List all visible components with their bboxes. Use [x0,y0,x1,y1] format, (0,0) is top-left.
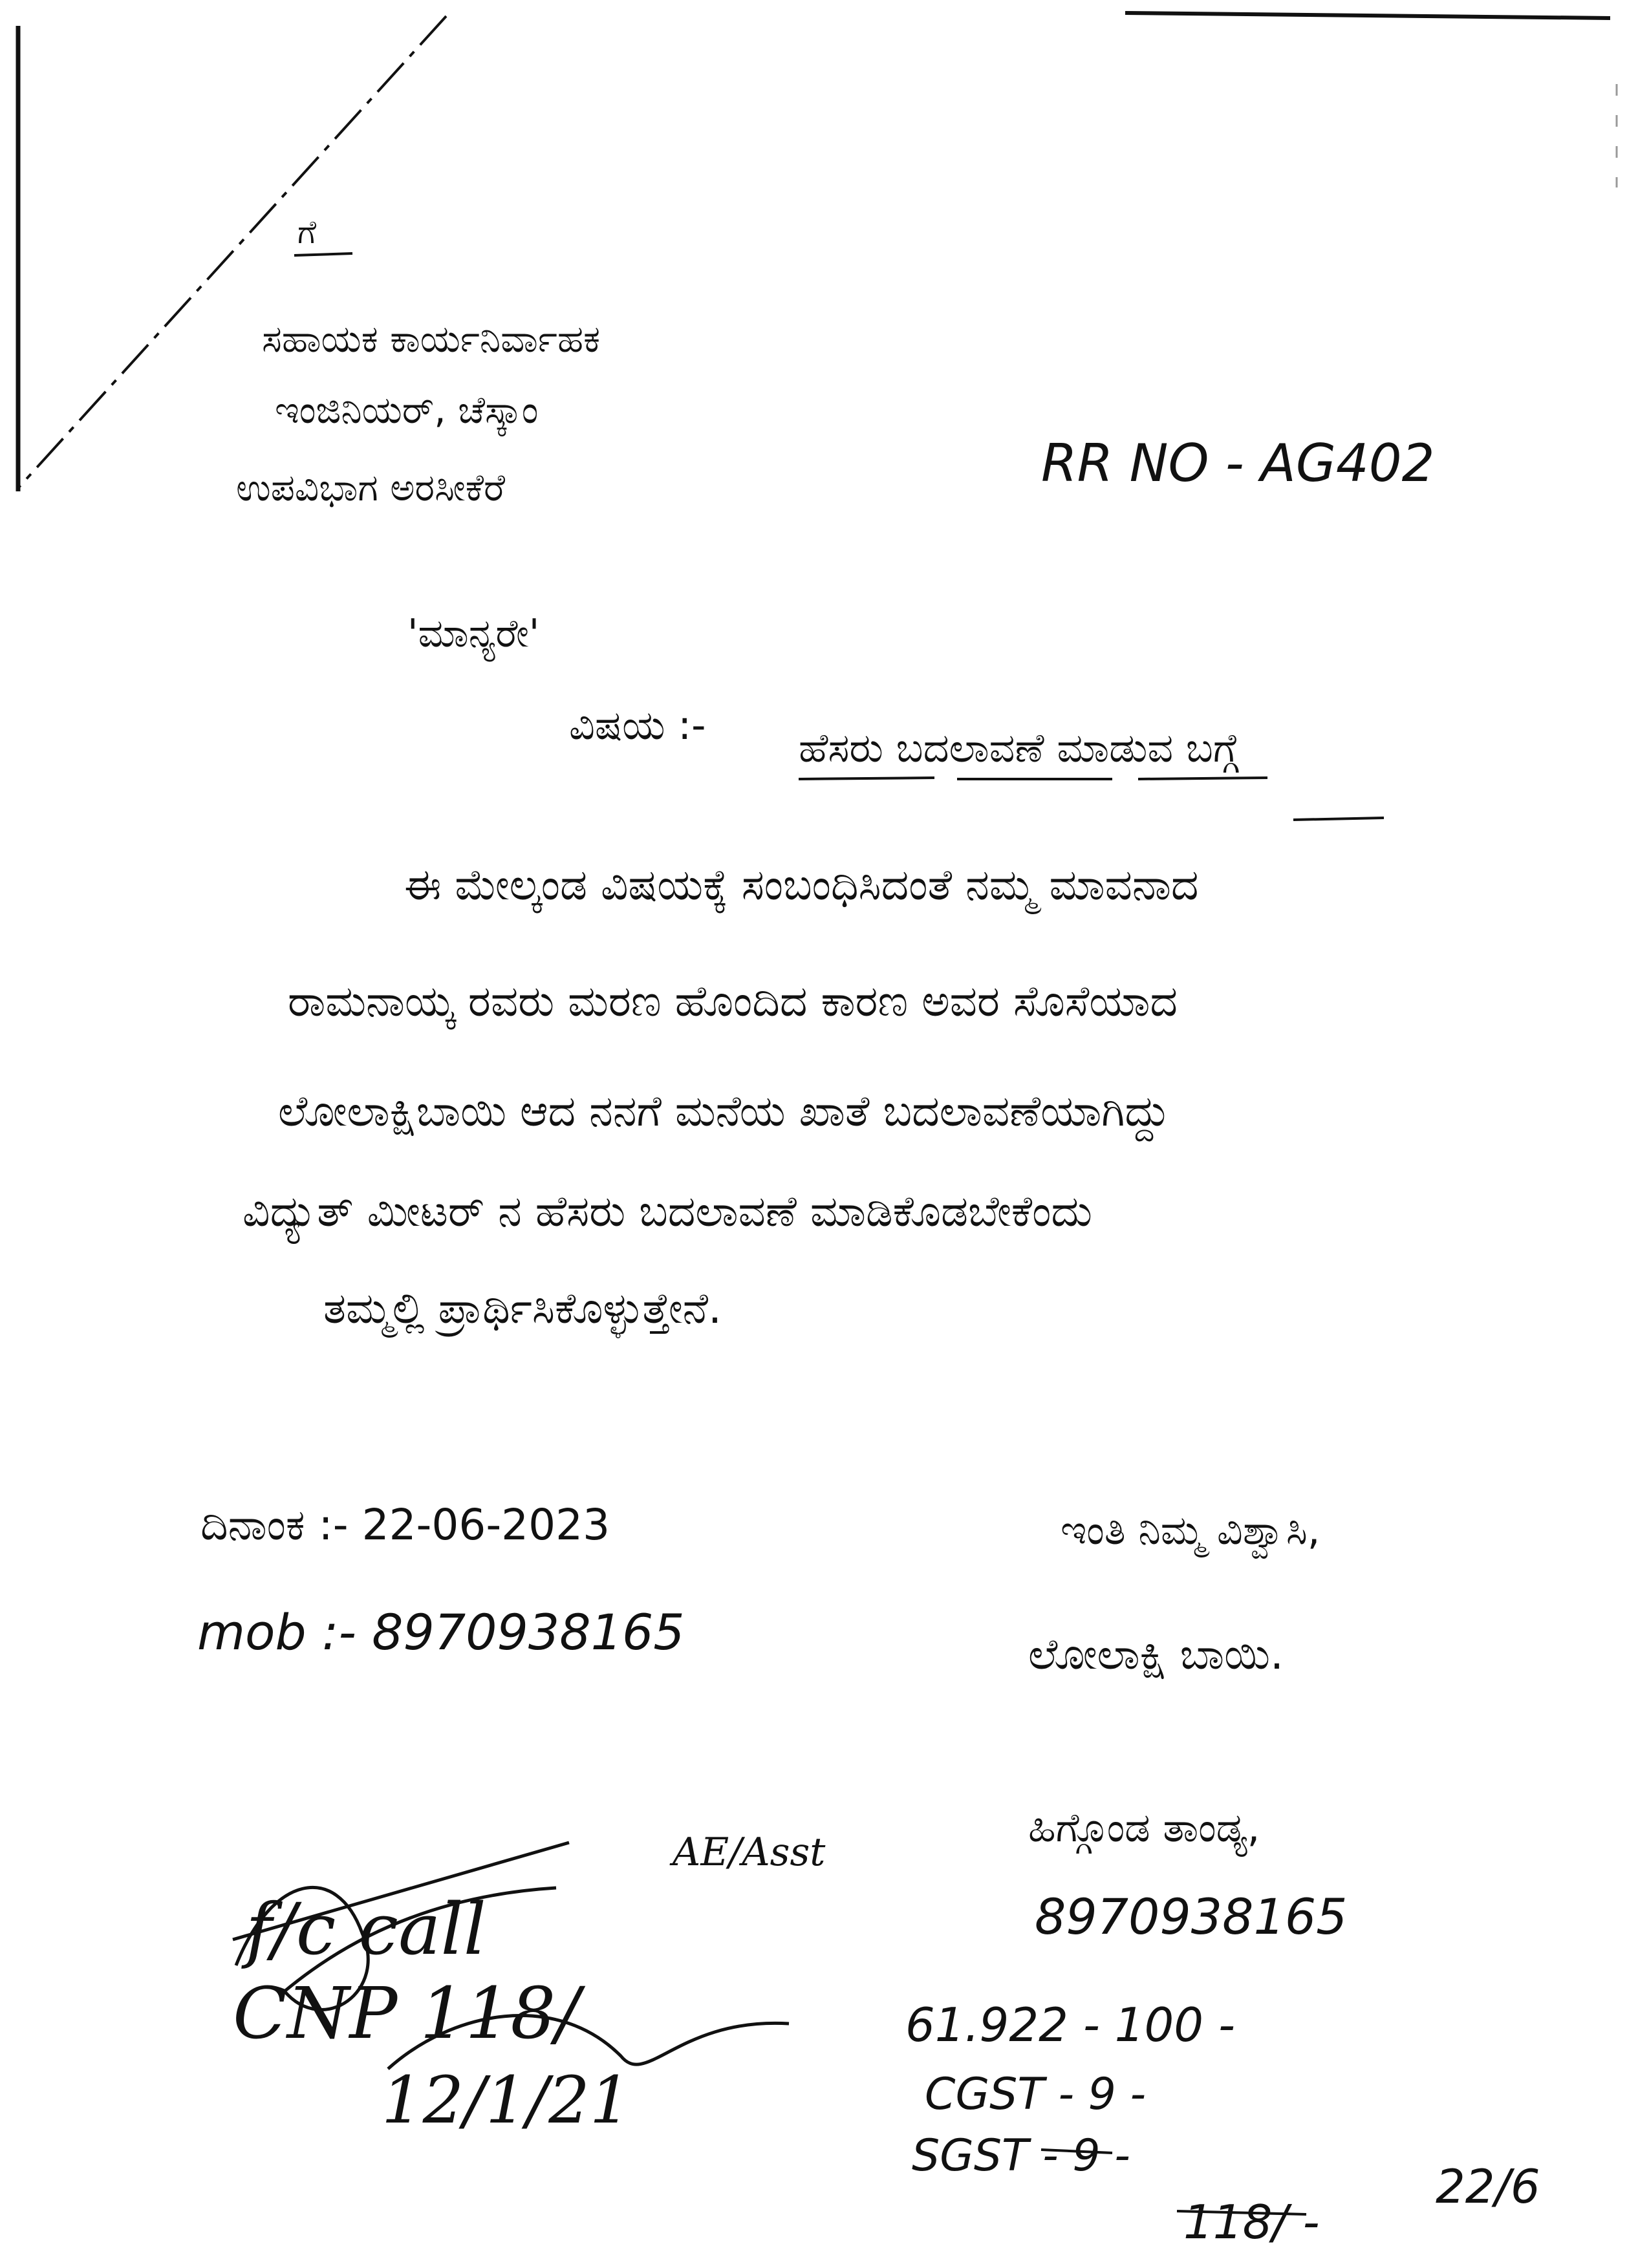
official-note-line-2: AE/Asst [673,1830,826,1875]
body-line-2: ರಾಮನಾಯ್ಕ ರವರು ಮರಣ ಹೊಂದಿದ ಕಾರಣ ಅವರ ಸೊಸೆಯಾದ [288,976,1178,1026]
subject-label: ವಿಷಯ :- [569,701,706,749]
mobile-line: mob :- 8970938165 [197,1603,685,1661]
fees-line-3: SGST - 9 - [912,2130,1130,2181]
fees-line-2: CGST - 9 - [925,2069,1147,2120]
sender-name: ಲೋಲಾಕ್ಷಿ ಬಾಯಿ. [1028,1629,1284,1679]
recipient-line-2: ಇಂಜಿನಿಯರ್, ಚೆಸ್ಕಾಂ [275,388,539,432]
subject-underline-4 [1293,818,1384,820]
subject-text: ಹೆಸರು ಬದಲಾವಣೆ ಮಾಡುವ ಬಗ್ಗೆ [799,724,1239,771]
body-line-5: ತಮ್ಮಲ್ಲಿ ಪ್ರಾರ್ಥಿಸಿಕೊಳ್ಳುತ್ತೇನೆ. [323,1283,722,1333]
fees-line-1: 61.922 - 100 - [905,1998,1235,2052]
subject-underline-3 [1138,778,1267,779]
fees-total: 118/ - [1183,2195,1320,2249]
body-line-4: ವಿದ್ಯುತ್ ಮೀಟರ್ ನ ಹೆಸರು ಬದಲಾವಣೆ ಮಾಡಿಕೊಡಬೇಕೆಂದು [242,1186,1092,1236]
rr-number: RR NO - AG402 [1041,433,1435,493]
official-note-line-1: f/c call [246,1888,486,1971]
recipient-line-3: ಉಪವಿಭಾಗ ಅರಸೀಕೆರೆ [236,465,506,509]
subject-underline-1 [799,778,934,779]
date-line: ದಿನಾಂಕ :- 22-06-2023 [200,1500,610,1550]
closing-line: ಇಂತಿ ನಿಮ್ಮ ವಿಶ್ವಾಸಿ, [1061,1506,1320,1554]
salutation-mark: ಗೆ [297,213,317,251]
greeting: 'ಮಾನ್ಯರೇ' [407,611,540,656]
top-right-border-line [1125,13,1610,18]
sender-phone: 8970938165 [1035,1888,1348,1945]
official-note-line-4: 12/1/21 [382,2062,631,2138]
official-note-line-3: CNP 118/ [233,1972,580,2055]
salutation-underline [294,253,352,255]
body-line-3: ಲೋಲಾಕ್ಷಿಬಾಯಿ ಆದ ನನಗೆ ಮನೆಯ ಖಾತೆ ಬದಲಾವಣೆಯಾಗಿದ್ದು [278,1086,1170,1136]
sender-place: ಹಿಗ್ಗೊಂಡ ತಾಂಡ್ಯ, [1028,1804,1260,1851]
fees-total-note: 22/6 [1436,2159,1540,2214]
recipient-line-1: ಸಹಾಯಕ ಕಾರ್ಯನಿರ್ವಾಹಕ [262,317,601,361]
body-line-1: ಈ ಮೇಲ್ಕಂಡ ವಿಷಯಕ್ಕೆ ಸಂಬಂಧಿಸಿದಂತೆ ನಮ್ಮ ಮಾವನಾದ [404,860,1199,910]
